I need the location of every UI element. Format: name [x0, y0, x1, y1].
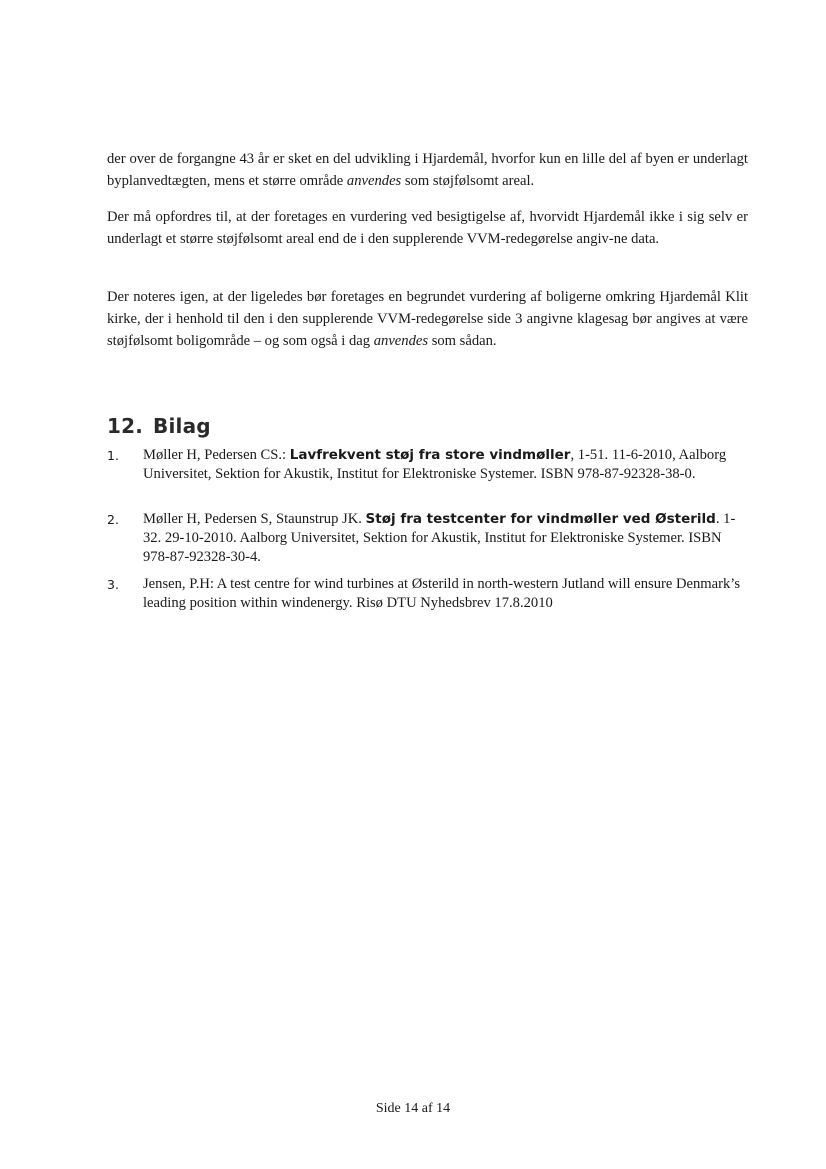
reference-details: Jensen, P.H: A test centre for wind turbines at Østerild in north-western Jutland will ensure Denmark’s leading position within windenergy. Risø DTU Nyhedsbrev 17.8.2010 — [143, 576, 741, 611]
paragraph-text: som sådan. — [428, 333, 497, 349]
section-number: 12. — [107, 414, 144, 438]
page-footer: Side 14 af 14 — [375, 1101, 451, 1116]
reference-text — [143, 575, 743, 613]
section-title: Bilag — [153, 414, 211, 438]
reference-details: . 1-32. 29-10-2010. Aalborg Universitet, Sektion for Akustik, Institut for Elektroniske Systemer. ISBN 978-87-92328-30-4. — [143, 511, 736, 565]
reference-number: 2. — [107, 512, 119, 527]
paragraph-text: der over de forgangne 43 år er sket en del udvikling i Hjardemål, hvorfor kun en lille del af byen er underlagt byplanvedtægten, mens et større område — [107, 151, 748, 189]
emphasis-text: anvendes — [346, 173, 402, 189]
reference-number: 3. — [107, 577, 119, 592]
paragraph-development — [107, 148, 748, 192]
reference-authors: Møller H, Pedersen S, Staunstrup JK. — [143, 511, 366, 527]
reference-title: Lavfrekvent støj fra store vindmøller — [289, 447, 571, 463]
reference-authors: Møller H, Pedersen CS.: — [143, 447, 290, 463]
paragraph-text: Der noteres igen, at der ligeledes bør foretages en begrundet vurdering af boligerne omkring Hjardemål Klit kirke, der i henhold til den i den supplerende VVM-redegørelse side 3 angivne klagesag bør angives at være støjfølsomt boligområde – og som også i dag — [107, 289, 748, 349]
reference-text — [143, 510, 743, 567]
reference-title: Støj fra testcenter for vindmøller ved Østerild — [365, 511, 716, 527]
emphasis-text: anvendes — [373, 333, 429, 349]
paragraph-church-homes — [107, 286, 748, 352]
paragraph-inspection: Der må opfordres til, at der foretages en vurdering ved besigtigelse af, hvorvidt Hjardemål ikke i sig selv er underlagt et større støjfølsomt areal end de i den supplerende VVM-redegørelse angiv-ne data. — [107, 209, 748, 247]
reference-number: 1. — [107, 448, 119, 463]
reference-details: , 1-51. 11-6-2010, Aalborg Universitet, Sektion for Akustik, Institut for Elektroniske Systemer. ISBN 978-87-92328-38-0. — [143, 447, 727, 482]
paragraph-text: som støjfølsomt areal. — [401, 173, 535, 189]
section-heading — [107, 414, 211, 438]
reference-text — [143, 446, 743, 484]
